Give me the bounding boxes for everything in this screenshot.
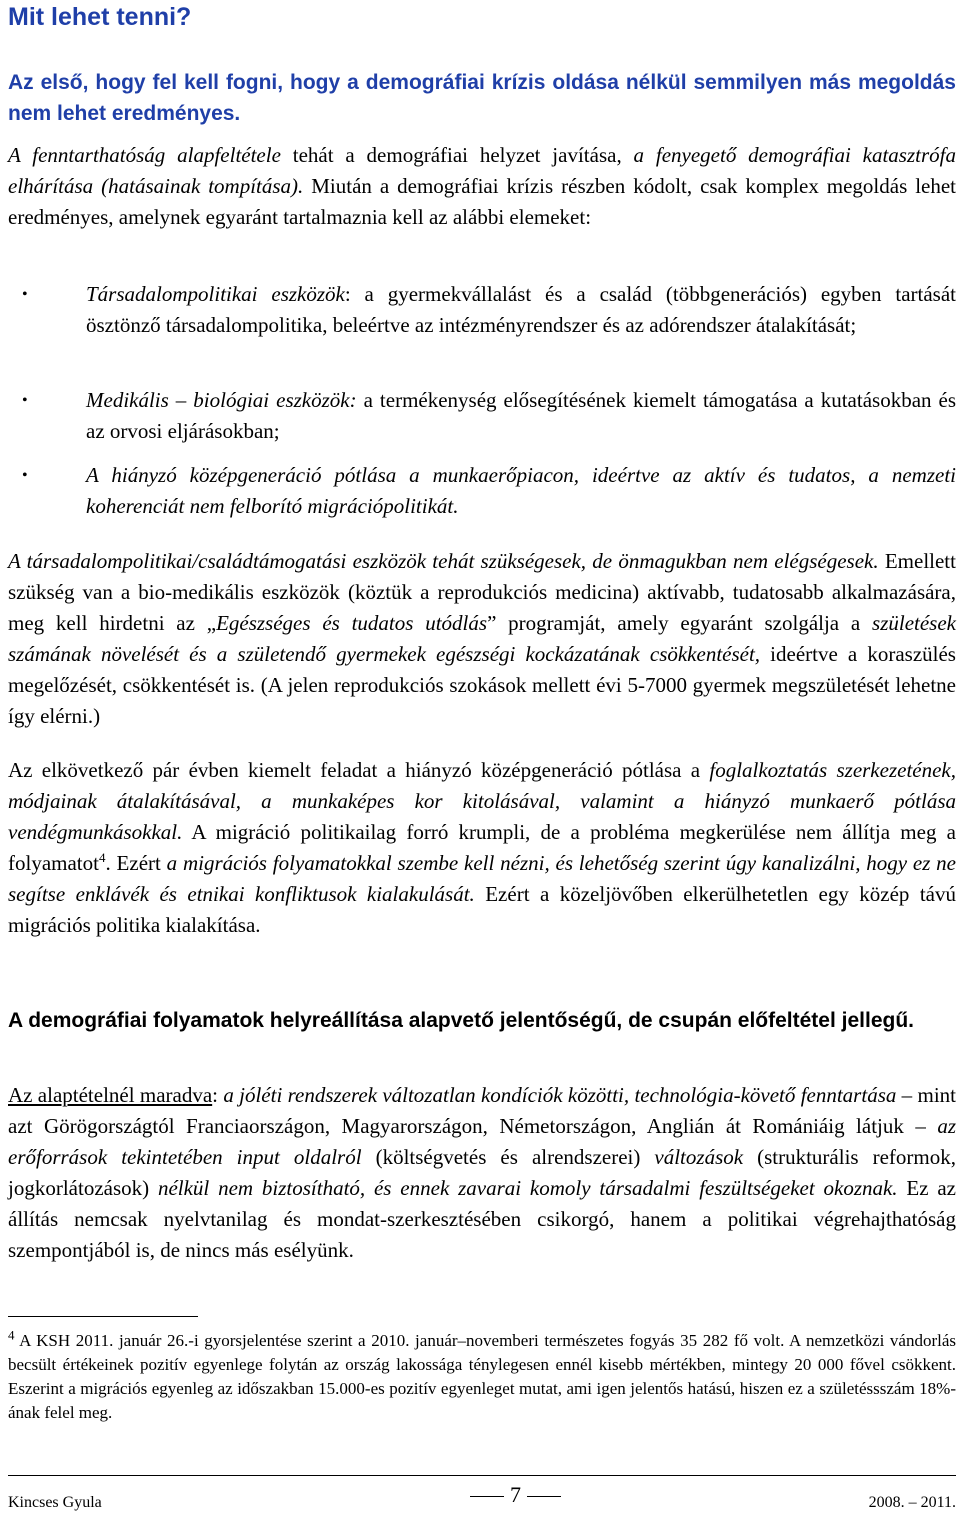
footnote-reference: 4 — [98, 850, 106, 865]
footnote-text: A KSH 2011. január 26.-i gyorsjelentése szerint a 2010. január–novemberi természetes fogyás 35 282 fő volt. A nemzetközi vándorlás becsült értékeinek pozitív egyenlege folytán az ország lakossága ténylegesen ennél kisebb mértékben, mintegy 20 000 fővel csökkent. Eszerint a migrációs egyenleg az időszakban 15.000-es pozitív egyenleget mutat, ami igen jelentős hatású, hiszen ez a születéssszám 18%-ának felel meg. — [8, 1331, 956, 1422]
text-run: ” programját, amely egyaránt szolgálja a — [487, 611, 873, 635]
list-item — [8, 460, 956, 522]
text-run: – mint azt Görögországtól Franciaországon, Magyarországon, Németországon, Anglián át Romániáig látjuk – — [8, 1083, 956, 1138]
italic-phrase: A fenntarthatóság alapfeltétele — [8, 143, 281, 167]
italic-phrase: Medikális – biológiai eszközök: — [86, 388, 357, 412]
footnote-number: 4 — [8, 1327, 15, 1343]
paragraph-welfare — [8, 1080, 956, 1266]
footer-years: 2008. – 2011. — [868, 1494, 956, 1511]
bullet-icon: • — [22, 392, 28, 409]
italic-phrase: változások — [654, 1145, 744, 1169]
italic-phrase: születések számának növelését és a születendő gyermekek egészségi kockázatának csökkentését, — [8, 611, 956, 666]
footnote-divider — [8, 1316, 198, 1317]
italic-phrase: nélkül nem biztosítható, és ennek zavarai komoly társadalmi feszültségeket okoznak. — [157, 1176, 898, 1200]
text-run: tehát a demográfiai helyzet javítása, — [280, 143, 634, 167]
footer-divider — [8, 1475, 956, 1476]
italic-phrase: Társadalompolitikai eszközök — [86, 282, 345, 306]
text-run: : a gyermekvállalást és a család (többgenerációs) egyben tartását ösztönző társadalompolitika, beleértve az intézményrendszer és az adórendszer átalakítását; — [86, 282, 956, 337]
list-item — [8, 279, 956, 341]
text-run: Ez az állítás nemcsak nyelvtanilag és mondat-szerkesztésében csikorgó, hanem a politikai végrehajthatóság szempontjából is, de nincs más esélyünk. — [8, 1176, 956, 1262]
text-run: (strukturális reformok, jogkorlátozások) — [8, 1145, 956, 1200]
page-number-block — [464, 1479, 567, 1510]
text-run: Emellett szükség van a bio-medikális eszközök (köztük a reprodukciós medicina) aktívabb, tudatosabb alkalmazására, meg kell hirdetni az „ — [8, 549, 956, 635]
paragraph-reproductive — [8, 546, 956, 732]
section-heading: Mit lehet tenni? — [8, 3, 192, 31]
text-run: Miután a demográfiai krízis részben kódolt, csak komplex megoldás lehet eredményes, amelynek egyaránt tartalmaznia kell az alábbi elemeket: — [8, 174, 956, 229]
bullet-icon: • — [22, 467, 28, 484]
footnote — [8, 1329, 956, 1425]
text-run: : — [212, 1083, 224, 1107]
text-run: Az elkövetkező pár évben kiemelt feladat a hiányzó középgeneráció pótlása a — [8, 758, 710, 782]
italic-phrase: A társadalompolitikai/családtámogatási eszközök tehát szükségesek, de önmagukban nem elégségesek. — [8, 549, 879, 573]
footer-author: Kincses Gyula — [8, 1494, 102, 1511]
page-number: 7 — [510, 1482, 521, 1507]
subheading: A demográfiai folyamatok helyreállítása alapvető jelentőségű, de csupán előfeltétel jellegű. — [8, 1009, 915, 1032]
text-run: Ezért a közeljövőben elkerülhetetlen egy közép távú migrációs politika kialakítása. — [8, 882, 956, 937]
text-run: ideértve a koraszülés megelőzését, csökkentését is. (A jelen reprodukciós szokások mellett évi 5-7000 gyermek megszületését lehetne így elérni.) — [8, 642, 956, 728]
list-item — [8, 385, 956, 447]
italic-phrase: az erőforrások tekintetében input oldalról — [8, 1114, 956, 1169]
text-run: (költségvetés és alrendszerei) — [361, 1145, 655, 1169]
underlined-phrase: Az alaptételnél maradva — [8, 1083, 213, 1107]
text-run: . Ezért — [105, 851, 167, 875]
bullet-icon: • — [22, 286, 28, 303]
italic-phrase: a migrációs folyamatokkal szembe kell nézni, és lehetőség szerint úgy kanalizálni, hogy ez ne segítse enklávék és etnikai konfliktusok kialakulását. — [8, 851, 956, 906]
text-run: a termékenység elősegítésének kiemelt támogatása a kutatásokban és az orvosi eljárásokban; — [86, 388, 956, 443]
lead-paragraph: Az első, hogy fel kell fogni, hogy a demográfiai krízis oldása nélkül semmilyen más megoldás nem lehet eredményes. — [8, 71, 956, 125]
text-run: A migráció politikailag forró krumpli, de a probléma megkerülése nem állítja meg a folyamatot — [8, 820, 956, 875]
italic-phrase: Egészséges és tudatos utódlás — [216, 611, 488, 635]
italic-phrase: a jóléti rendszerek változatlan kondíciók közötti, technológia-követő fenntartása — [223, 1083, 897, 1107]
paragraph-sustainability — [8, 140, 956, 233]
italic-phrase: a fenyegető demográfiai katasztrófa elhárítása (hatásainak tompítása). — [8, 143, 956, 198]
paragraph-migration — [8, 755, 956, 941]
italic-phrase: foglalkoztatás szerkezetének, módjainak átalakításával, a munkaképes kor kitolásával, valamint a hiányzó munkaerő pótlása vendégmunkásokkal. — [8, 758, 956, 844]
italic-phrase: A hiányzó középgeneráció pótlása a munkaerőpiacon, ideértve az aktív és tudatos, a nemzeti koherenciát nem felborító migrációpolitikát. — [86, 463, 956, 518]
